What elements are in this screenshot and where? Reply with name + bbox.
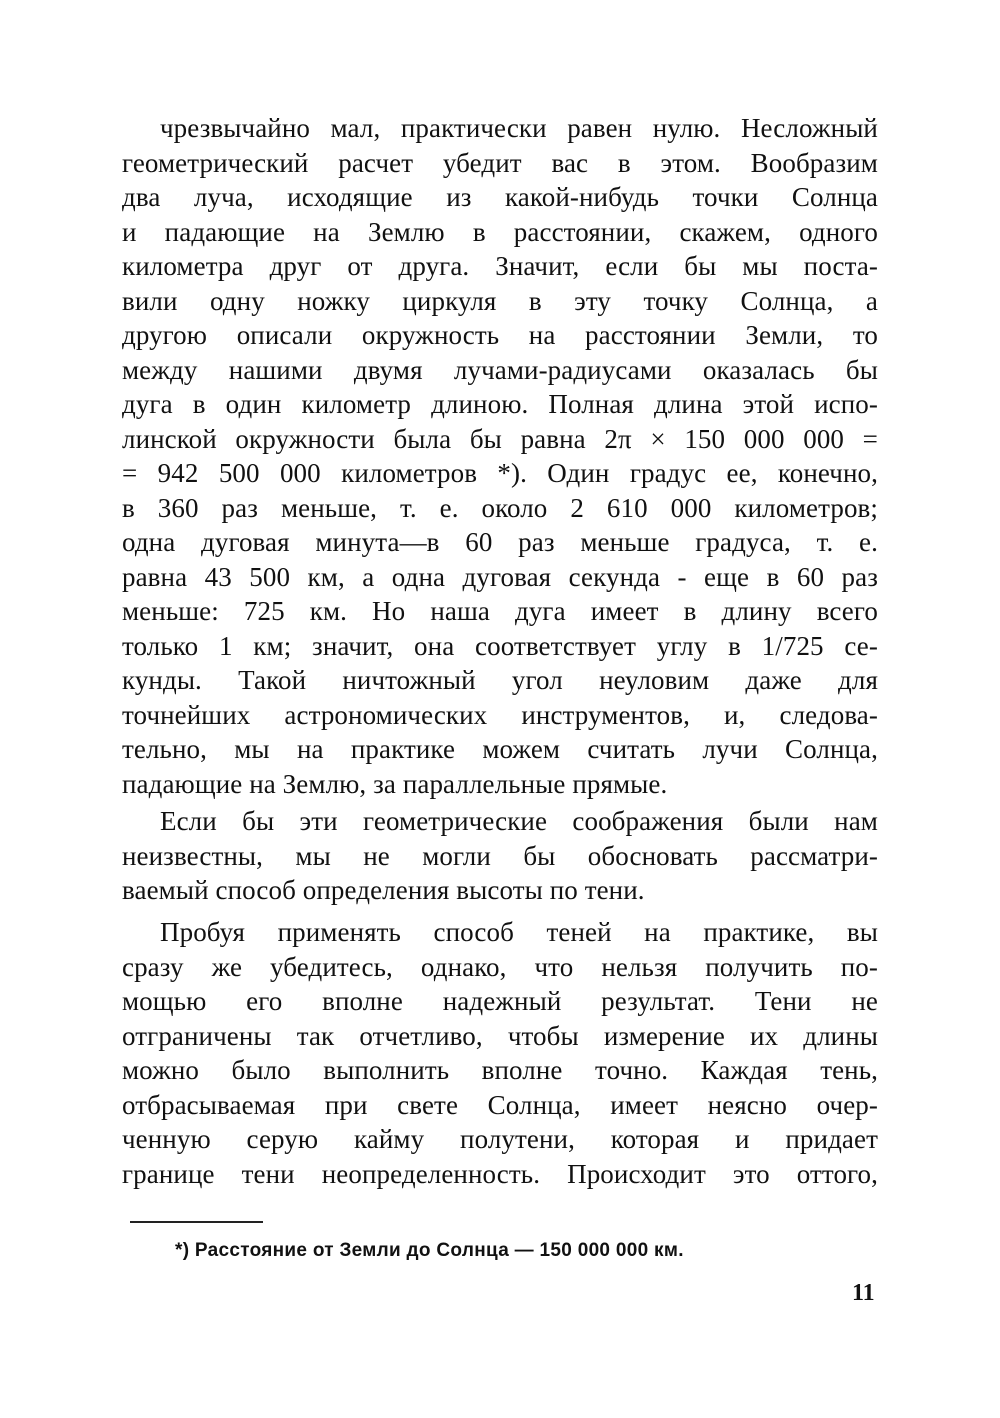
text-line: можно было выполнить вполне точно. Каждая тень, xyxy=(122,1055,878,1085)
text-line: только 1 км; значит, она соответствует углу в 1/725 се- xyxy=(122,630,878,661)
text-line: чрезвычайно мал, практически равен нулю. Несложный xyxy=(160,113,878,143)
text-line: меньше: 725 км. Но наша дуга имеет в длину всего xyxy=(122,596,878,626)
page-number: 11 xyxy=(852,1280,875,1306)
text-line: отбрасываемая при свете Солнца, имеет неясно очер- xyxy=(122,1089,878,1120)
text-line: мощью его вполне надежный результат. Тени не xyxy=(122,986,878,1016)
text-line: отграничены так отчетливо, чтобы измерение их длины xyxy=(122,1020,878,1051)
text-line: и падающие на Землю в расстоянии, скажем, одного xyxy=(122,216,878,247)
footnote-divider xyxy=(130,1221,263,1223)
text-line: точнейших астрономических инструментов, и, следова- xyxy=(122,699,878,730)
text-line: тельно, мы на практике можем считать лучи Солнца, xyxy=(122,734,878,764)
text-line: линской окружности была бы равна 2π × 150 000 000 = xyxy=(122,423,878,454)
text-line: = 942 500 000 километров *). Один градус ее, конечно, xyxy=(122,458,878,488)
text-line: неизвестны, мы не могли бы обосновать рассматри- xyxy=(122,840,878,871)
text-line: ченную серую кайму полутени, которая и придает xyxy=(122,1124,878,1154)
text-line: падающие на Землю, за параллельные прямые. xyxy=(122,768,668,799)
text-line: дуга в один километр длиною. Полная длина этой испо- xyxy=(122,389,878,419)
text-line: между нашими двумя лучами-радиусами оказалась бы xyxy=(122,354,878,385)
text-line: два луча, исходящие из какой-нибудь точки Солнца xyxy=(122,182,878,212)
text-line: сразу же убедитесь, однако, что нельзя получить по- xyxy=(122,951,878,982)
footnote: *) Расстояние от Земли до Солнца — 150 000 000 км. xyxy=(175,1240,684,1261)
text-line: одна дуговая минута—в 60 раз меньше градуса, т. е. xyxy=(122,527,878,557)
text-line: другою описали окружность на расстоянии Земли, то xyxy=(122,320,878,350)
text-line: Пробуя применять способ теней на практике, вы xyxy=(160,917,878,947)
text-line: в 360 раз меньше, т. е. около 2 610 000 километров; xyxy=(122,492,878,523)
text-line: Если бы эти геометрические соображения были нам xyxy=(160,806,878,836)
text-line: кунды. Такой ничтожный угол неуловим даже для xyxy=(122,665,878,695)
text-line: равна 43 500 км, а одна дуговая секунда - еще в 60 раз xyxy=(122,561,878,592)
text-line: ваемый способ определения высоты по тени. xyxy=(122,875,645,905)
text-line: километра друг от друга. Значит, если бы мы поста- xyxy=(122,251,878,281)
text-line: вили одну ножку циркуля в эту точку Солнца, а xyxy=(122,285,878,316)
text-line: границе тени неопределенность. Происходит это оттого, xyxy=(122,1158,878,1189)
text-line: геометрический расчет убедит вас в этом. Вообразим xyxy=(122,147,878,178)
